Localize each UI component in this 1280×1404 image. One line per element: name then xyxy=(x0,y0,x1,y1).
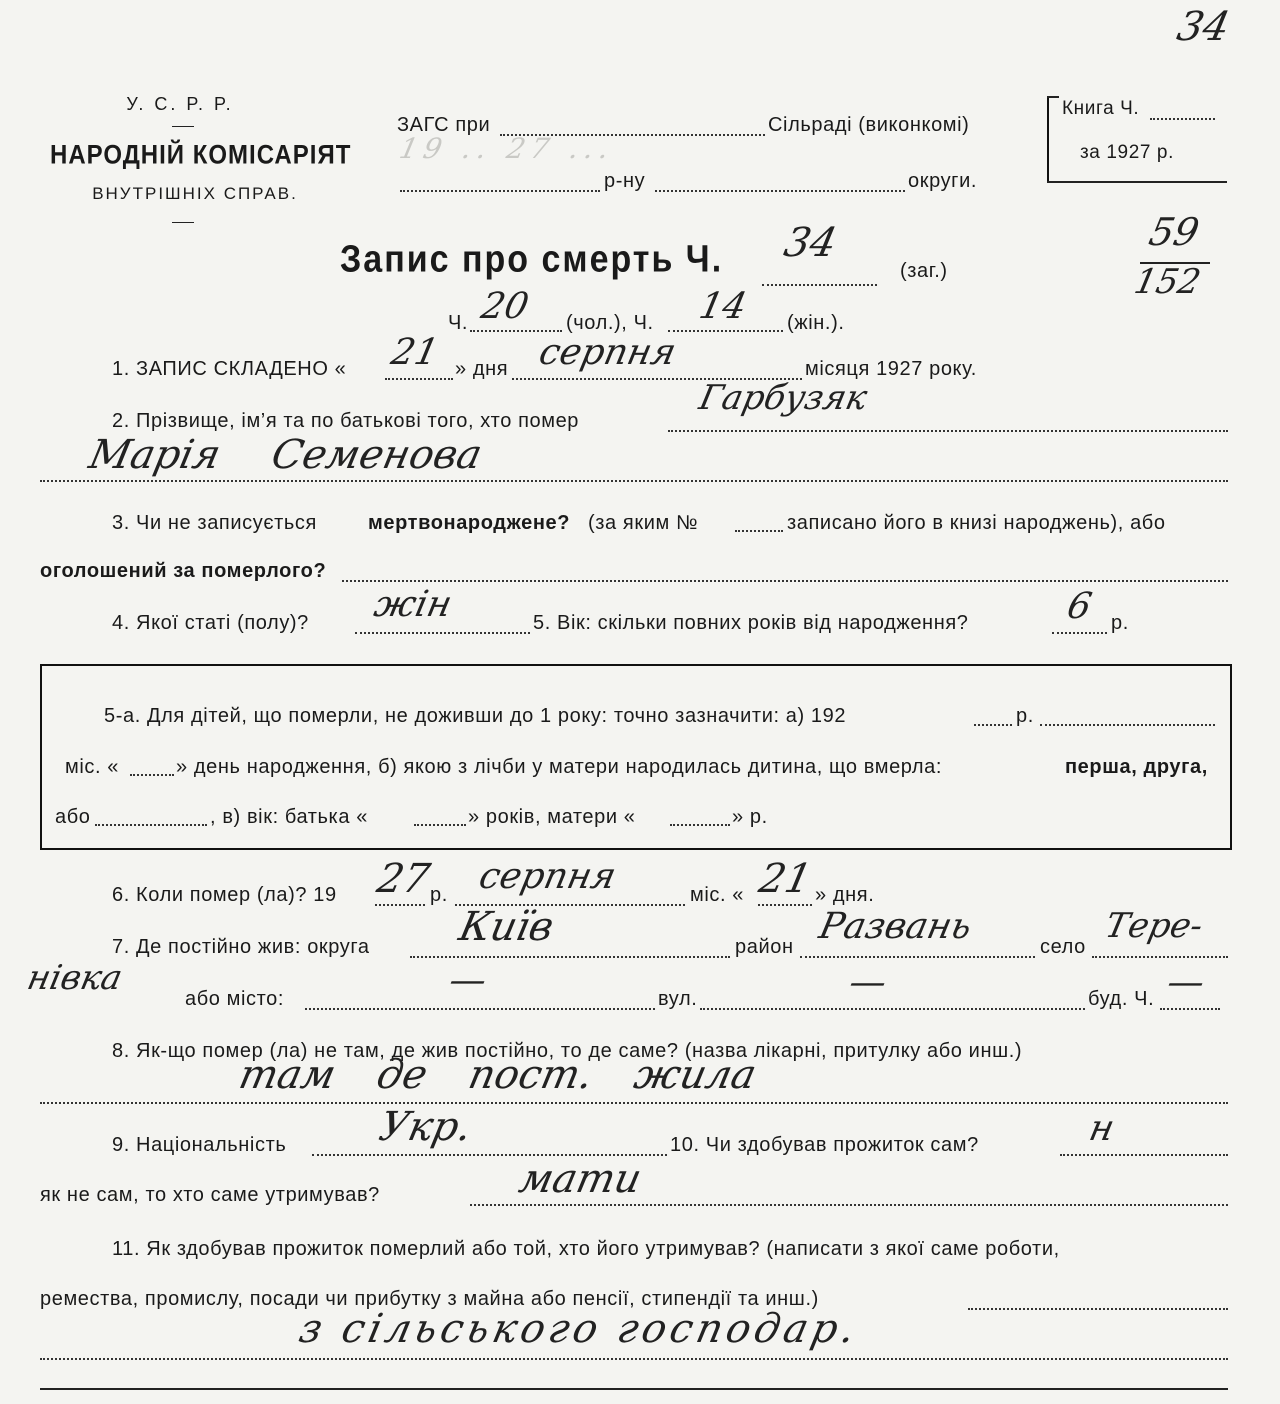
q5a-father-age-field xyxy=(414,824,466,826)
male-count: 20 xyxy=(477,286,533,327)
side-fraction-top: 59 xyxy=(1145,210,1204,254)
q3-number-field xyxy=(735,530,783,532)
q1-suffix: місяця 1927 року. xyxy=(805,358,977,380)
q5-field xyxy=(1052,632,1107,634)
q7-vul: — xyxy=(845,962,891,1003)
q6-month: серпня xyxy=(475,856,620,897)
q5a-line3-d: » р. xyxy=(732,806,768,828)
q6-mis: міс. « xyxy=(690,884,745,906)
q10-field xyxy=(1060,1154,1228,1156)
bottom-rule xyxy=(40,1388,1228,1390)
q7-selo-start: Тере- xyxy=(1101,906,1207,946)
count-ch-label: Ч. xyxy=(448,312,469,334)
q2-label: 2. Прізвище, ім’я та по батькові того, хто помер xyxy=(112,410,580,432)
q4-field xyxy=(355,632,530,634)
q7-rayon-field xyxy=(800,956,1035,958)
q2-surname: Гарбузяк xyxy=(695,378,871,418)
record-title-suffix: (заг.) xyxy=(900,260,948,282)
female-count: 14 xyxy=(695,286,751,327)
q7-okruha-field xyxy=(410,956,730,958)
book-bracket-bottom xyxy=(1047,181,1227,183)
q5-label: 5. Вік: скільки повних років від народження? xyxy=(533,612,969,634)
q5a-line2-c: перша, друга, xyxy=(1065,756,1208,778)
q5a-line1: 5-а. Для дітей, що померли, не доживши до 1 року: точно зазначити: а) 192 xyxy=(104,705,847,727)
q11-line1: 11. Як здобував прожиток померлий або той, хто його утримував? (написати з якої саме роботи, xyxy=(112,1238,1060,1260)
q7-misto-field xyxy=(305,1008,655,1010)
q1-mid: » дня xyxy=(455,358,509,380)
q6-year-field xyxy=(375,904,425,906)
q2-field xyxy=(668,430,1228,432)
rayon-field xyxy=(400,190,600,192)
q3-d: записано його в книзі народжень), або xyxy=(787,512,1166,534)
q7-bud-field xyxy=(1160,1008,1220,1010)
q10-line2-field xyxy=(470,1204,1228,1206)
q3-line2: оголошений за померлого? xyxy=(40,560,327,582)
q5a-order-field xyxy=(95,824,207,826)
male-count-label: (чол.), Ч. xyxy=(566,312,654,334)
q4-value: жін xyxy=(370,584,456,625)
record-number-field xyxy=(762,284,877,286)
q7-rayon-label: район xyxy=(735,936,794,958)
q1-month: серпня xyxy=(535,332,680,373)
q7-label: 7. Де постійно жив: округа xyxy=(112,936,370,958)
record-number: 34 xyxy=(780,220,841,266)
q5a-year-field xyxy=(974,724,1012,726)
q6-year: 27 xyxy=(373,856,434,902)
q6-day-field xyxy=(758,904,812,906)
q9-label: 9. Національність xyxy=(112,1134,287,1156)
q7-selo-label: село xyxy=(1040,936,1086,958)
book-label: Книга Ч. xyxy=(1062,98,1140,119)
q1-prefix: 1. ЗАПИС СКЛАДЕНО « xyxy=(112,358,347,380)
header-divider-2 xyxy=(172,222,194,223)
page-corner-number: 34 xyxy=(1173,4,1234,50)
q5a-line1-end: р. xyxy=(1016,705,1034,727)
q5a-line3-a: або xyxy=(55,806,91,828)
faint-stamp: 19 .. 27 ... xyxy=(396,132,618,165)
q7-bud-label: буд. Ч. xyxy=(1088,988,1155,1010)
q10-value: н xyxy=(1085,1108,1119,1149)
book-year: за 1927 р. xyxy=(1080,142,1174,163)
female-count-label: (жін.). xyxy=(787,312,845,334)
q10-line2-value: мати xyxy=(515,1156,646,1202)
q2-field-2 xyxy=(40,480,1228,482)
q7-selo-field xyxy=(1092,956,1228,958)
book-bracket-top xyxy=(1047,96,1059,98)
q5-value: 6 xyxy=(1063,586,1096,627)
q5a-month-field xyxy=(130,774,174,776)
q7-rayon: Развань xyxy=(815,906,976,947)
q5a-line3-c: » років, матери « xyxy=(468,806,636,828)
q10-line2: як не сам, то хто саме утримував? xyxy=(40,1184,380,1206)
q8-value: там де пост. жила xyxy=(235,1052,761,1098)
q3-c: (за яким № xyxy=(588,512,699,534)
okrug-label: округи. xyxy=(908,170,977,192)
q6-r: р. xyxy=(430,884,448,906)
record-title: Запис про смерть Ч. xyxy=(340,237,724,281)
q3-a: 3. Чи не записується xyxy=(112,512,317,534)
q9-value: Укр. xyxy=(375,1104,477,1150)
q11-line2: ремества, промислу, посади чи прибутку з майна або пенсії, стипендії та инш.) xyxy=(40,1288,819,1310)
q8-field xyxy=(40,1102,1228,1104)
q1-day-field xyxy=(385,378,453,380)
q11-field xyxy=(968,1308,1228,1310)
q10-label: 10. Чи здобував прожиток сам? xyxy=(670,1134,979,1156)
rayon-label: р-ну xyxy=(604,170,646,192)
q11-field-2 xyxy=(40,1358,1228,1360)
book-field xyxy=(1150,118,1215,120)
department-label: ВНУТРІШНІХ СПРАВ. xyxy=(92,184,298,203)
zags-prefix: ЗАГС при xyxy=(397,114,491,136)
female-count-field xyxy=(668,330,783,332)
header-divider xyxy=(172,126,194,127)
q6-suffix: » дня. xyxy=(815,884,875,906)
q3-field xyxy=(342,580,1228,582)
q6-day: 21 xyxy=(755,856,816,902)
side-fraction-bottom: 152 xyxy=(1130,262,1205,302)
q2-names: Марія Семенова xyxy=(85,432,486,478)
q7-vul-label: вул. xyxy=(658,988,698,1010)
q1-day: 21 xyxy=(387,332,443,373)
q7-selo-end: нівка xyxy=(23,958,126,998)
q5a-year-field-2 xyxy=(1040,724,1215,726)
q7-misto: — xyxy=(445,960,491,1001)
q7-bud: — xyxy=(1163,962,1209,1003)
q11-value: з сільського господар. xyxy=(295,1306,864,1352)
q3-b: мертвонароджене? xyxy=(368,512,571,534)
q6-label: 6. Коли помер (ла)? 19 xyxy=(112,884,337,906)
q4-label: 4. Якої статі (полу)? xyxy=(112,612,309,634)
q7-okruha: Київ xyxy=(455,904,558,950)
q5-suffix: р. xyxy=(1111,612,1129,634)
okrug-field xyxy=(655,190,905,192)
q7-misto-label: або місто: xyxy=(185,988,285,1010)
q7-vul-field xyxy=(700,1008,1085,1010)
q5a-line3-b: , в) вік: батька « xyxy=(210,806,368,828)
zags-suffix: Сільраді (виконкомі) xyxy=(768,114,970,136)
republic-label: У. С. Р. Р. xyxy=(126,94,234,114)
q5a-line2-a: міс. « xyxy=(65,756,120,778)
q8-label: 8. Як-що помер (ла) не там, де жив постійно, то де саме? (назва лікарні, притулку або инш.) xyxy=(112,1040,1023,1062)
q5a-line2-b: » день народження, б) якою з лічби у матери народилась дитина, що вмерла: xyxy=(176,756,942,778)
commissariat-label: НАРОДНІЙ КОМІСАРІЯТ xyxy=(50,140,352,171)
q5a-mother-age-field xyxy=(670,824,730,826)
